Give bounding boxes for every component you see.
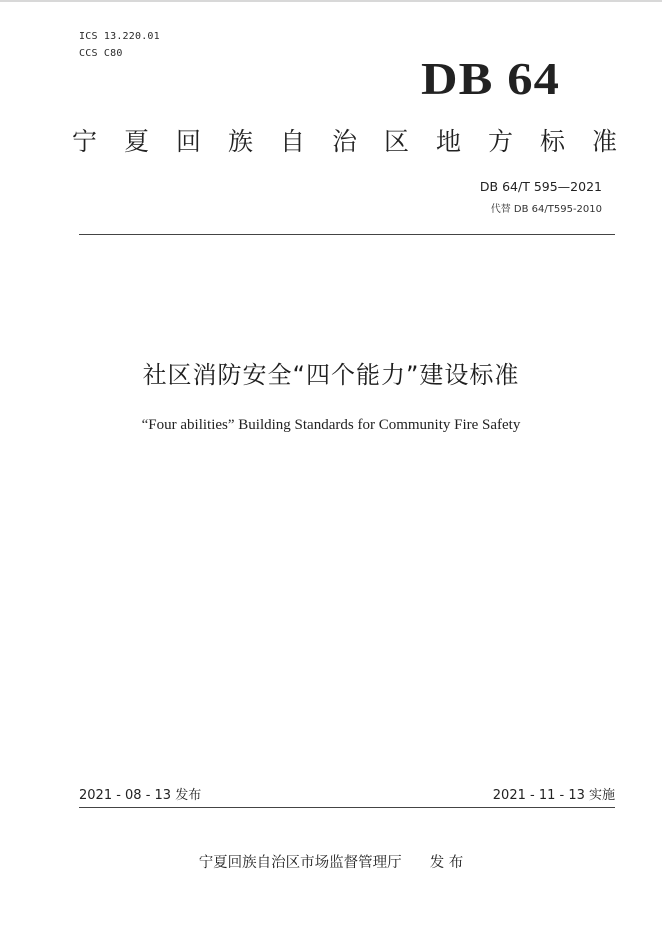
issuer-line: [0, 853, 662, 873]
ics-code: ICS 13.220.01: [79, 31, 160, 42]
issuer-name: 宁夏回族自治区市场监督管理厅: [198, 855, 402, 871]
issue-date: 2021 - 08 - 13 发布: [79, 788, 202, 803]
top-divider: [79, 234, 615, 235]
authority-title: 宁夏回族自治区地方标准: [72, 127, 645, 156]
supersedes-note: 代替 DB 64/T595-2010: [490, 204, 602, 215]
standard-mark: DB 64: [421, 53, 561, 104]
issuer-action: 发 布: [429, 855, 464, 871]
document-title-en: “Four abilities” Building Standards for Community Fire Safety: [141, 417, 521, 433]
bottom-divider: [79, 807, 615, 808]
standard-number: DB 64/T 595—2021: [479, 179, 602, 194]
ccs-code: CCS C80: [79, 48, 123, 59]
document-title-cn: 社区消防安全“四个能力”建设标准: [142, 361, 520, 389]
implementation-date: 2021 - 11 - 13 实施: [492, 788, 615, 803]
page-edge: [0, 0, 662, 2]
